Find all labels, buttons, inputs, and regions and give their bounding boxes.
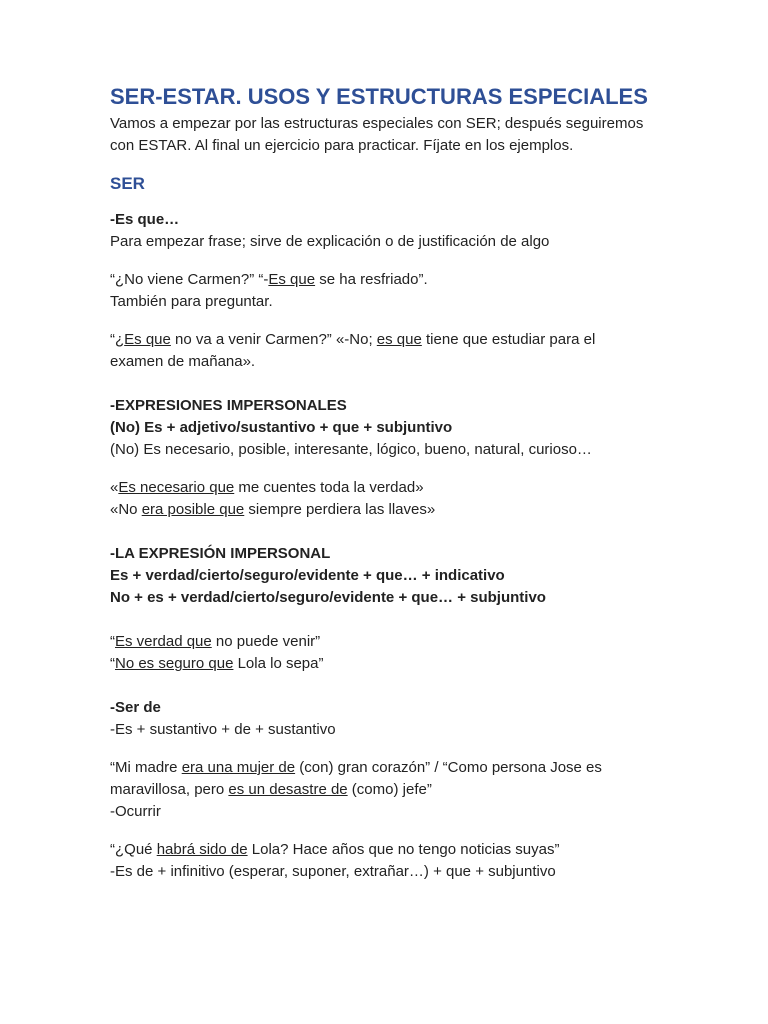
- example-text: siempre perdiera las llaves»: [244, 501, 436, 518]
- example-text: me cuentes toda la verdad»: [234, 479, 424, 496]
- impersonal-example-2: [110, 653, 650, 675]
- underlined-phrase: Es necesario que: [118, 479, 235, 496]
- es-que-example-2: [110, 329, 650, 373]
- underlined-phrase: era una mujer de: [181, 759, 296, 776]
- intro-paragraph: Vamos a empezar por las estructuras especiales con SER; después seguiremos con ESTAR. Al final un ejercicio para practicar. Fíjate en los ejemplos.: [110, 115, 644, 154]
- page-title: SER-ESTAR. USOS Y ESTRUCTURAS ESPECIALES: [110, 84, 648, 109]
- section-ser-de: [110, 697, 650, 741]
- impersonal-heading: -LA EXPRESIÓN IMPERSONAL: [110, 545, 331, 562]
- example-text: “¿Qué: [110, 841, 157, 858]
- example-text: “: [110, 655, 115, 672]
- underlined-phrase: es un desastre de: [228, 781, 348, 798]
- section-expresiones-impersonales: [110, 395, 650, 461]
- also-question-note: También para preguntar.: [110, 293, 273, 310]
- underlined-phrase: Es que: [268, 271, 316, 288]
- example-text: (como) jefe”: [347, 781, 432, 798]
- underlined-phrase: Es verdad que: [115, 633, 212, 650]
- ser-de-heading: -Ser de: [110, 699, 161, 716]
- ser-de-example-1: [110, 757, 650, 801]
- section-expresion-impersonal: [110, 543, 650, 609]
- example-text: no puede venir”: [211, 633, 321, 650]
- example-text: «No: [110, 501, 142, 518]
- section-es-que: [110, 209, 650, 253]
- ocurrir-label: -Ocurrir: [110, 803, 161, 820]
- ser-de-examples-2: [110, 839, 650, 883]
- example-text: «: [110, 479, 119, 496]
- example-text: “¿No viene Carmen?” “-: [110, 271, 269, 288]
- impersonal-example-1: [110, 631, 650, 653]
- ser-de-example-2: [110, 839, 650, 861]
- es-que-heading: -Es que…: [110, 211, 180, 228]
- example-text: Lola lo sepa”: [233, 655, 324, 672]
- impersonal-formula-2: No + es + verdad/cierto/seguro/evidente + que… + subjuntivo: [110, 589, 546, 606]
- impersonal-formula-1: Es + verdad/cierto/seguro/evidente + que… + indicativo: [110, 567, 505, 584]
- es-que-example-1: [110, 269, 650, 291]
- impersonales-formula: (No) Es + adjetivo/sustantivo + que + subjuntivo: [110, 419, 453, 436]
- underlined-phrase: es que: [376, 331, 422, 348]
- ser-de-formula: -Es + sustantivo + de + sustantivo: [110, 721, 336, 738]
- example-text: se ha resfriado”.: [315, 271, 428, 288]
- impersonal-examples: [110, 631, 650, 675]
- impersonales-examples: [110, 477, 650, 521]
- underlined-phrase: Es que: [124, 331, 171, 348]
- es-que-examples: [110, 269, 650, 313]
- ser-de-examples: [110, 757, 650, 823]
- underlined-phrase: era posible que: [141, 501, 245, 518]
- example-text: Lola? Hace años que no tengo noticias suyas”: [247, 841, 560, 858]
- example-text: “¿: [110, 331, 125, 348]
- es-que-description: Para empezar frase; sirve de explicación o de justificación de algo: [110, 233, 550, 250]
- example-text: “: [110, 633, 115, 650]
- underlined-phrase: No es seguro que: [115, 655, 234, 672]
- section-heading-ser: SER: [110, 174, 145, 193]
- example-text: no va a venir Carmen?” «-No;: [170, 331, 377, 348]
- impersonales-list: (No) Es necesario, posible, interesante, lógico, bueno, natural, curioso…: [110, 441, 592, 458]
- example-text: (con) gran corazón” / “Como persona Jose es maravillosa, pero: [110, 759, 602, 798]
- impersonales-example-1: [110, 477, 650, 499]
- example-text: tiene que estudiar para el examen de mañana».: [110, 331, 596, 370]
- ser-de-formula-2: -Es de + infinitivo (esperar, suponer, extrañar…) + que + subjuntivo: [110, 863, 556, 880]
- example-text: “Mi madre: [110, 759, 182, 776]
- underlined-phrase: habrá sido de: [156, 841, 248, 858]
- document-page: [110, 84, 650, 883]
- impersonales-example-2: [110, 499, 650, 521]
- impersonales-heading: -EXPRESIONES IMPERSONALES: [110, 397, 347, 414]
